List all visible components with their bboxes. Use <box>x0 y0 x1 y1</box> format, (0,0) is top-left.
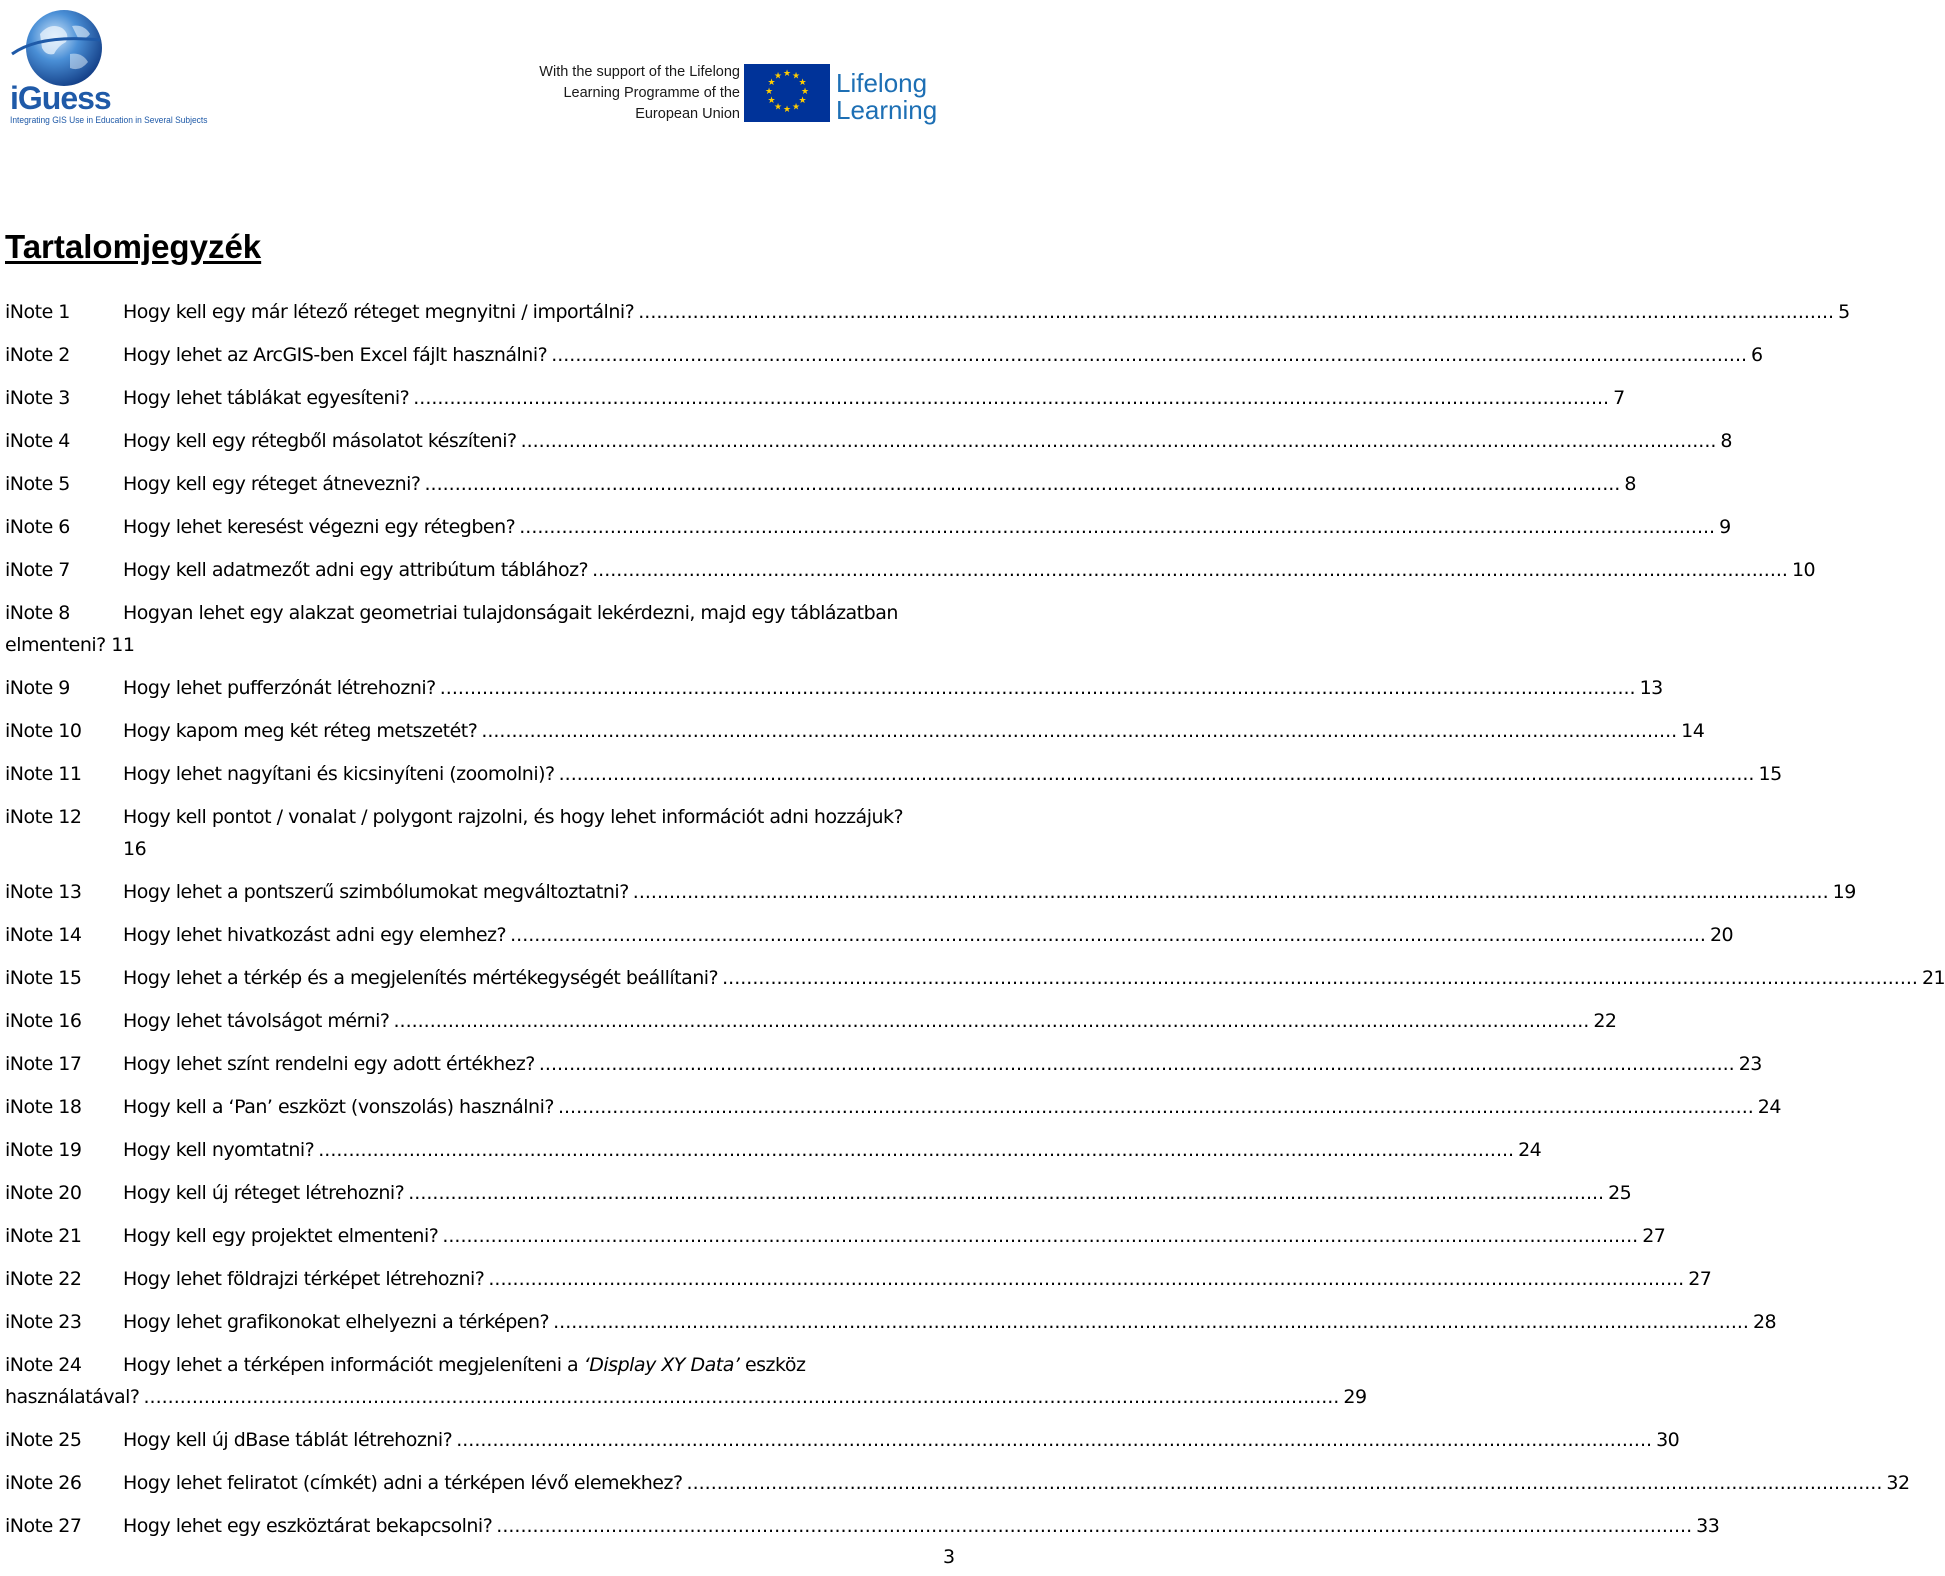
toc-entry-page: 8 <box>1624 473 1636 495</box>
svg-text:★: ★ <box>800 87 810 97</box>
toc-entry-title: Hogy kell pontot / vonalat / polygont rajzolni, és hogy lehet információt adni hozzájuk? <box>123 806 904 828</box>
toc-entry[interactable] <box>5 1467 1910 1510</box>
toc-entry-title: Hogy lehet pufferzónát létrehozni? <box>123 677 436 699</box>
toc-entry-title: Hogy kell egy réteget átnevezni? <box>123 473 421 495</box>
toc-entry-label: iNote 21 <box>5 1225 82 1247</box>
toc-entry[interactable] <box>5 1091 1781 1134</box>
iguess-logo <box>6 4 208 130</box>
lifelong-learning-logo: Lifelong Learning <box>836 68 938 125</box>
dot-leader <box>488 1263 1684 1296</box>
dot-leader <box>144 1381 1340 1414</box>
toc-entry-title: Hogy kell új réteget létrehozni? <box>123 1182 405 1204</box>
dot-leader <box>539 1048 1735 1081</box>
toc-entry-page: 27 <box>1688 1268 1712 1290</box>
toc-entry[interactable] <box>5 425 1732 468</box>
toc-entry[interactable] <box>5 1220 1666 1263</box>
toc-entry-label: iNote 27 <box>5 1515 82 1537</box>
eu-flag-icon <box>744 64 830 122</box>
eu-support-text: With the support of the Lifelong Learning Programme of the European Union <box>539 64 740 122</box>
logo-wordmark: iGuess <box>10 80 111 116</box>
toc-entry-label: iNote 2 <box>5 344 70 366</box>
toc-entry-label: iNote 9 <box>5 677 70 699</box>
toc-entry-label: iNote 12 <box>5 806 82 828</box>
dot-leader <box>510 919 1706 952</box>
toc-entry-label: iNote 5 <box>5 473 70 495</box>
toc-entry-page: 5 <box>1838 301 1850 323</box>
logo-tagline: Integrating GIS Use in Education in Several Subjects <box>10 114 208 125</box>
toc-entry[interactable] <box>5 1005 1617 1048</box>
toc-entry-label: iNote 6 <box>5 516 70 538</box>
toc-entry-page: 25 <box>1608 1182 1632 1204</box>
dot-leader <box>496 1510 1692 1543</box>
toc-entry-title: Hogyan lehet egy alakzat geometriai tulajdonságait lekérdezni, majd egy táblázatban <box>123 602 898 624</box>
table-of-contents <box>5 296 1945 1553</box>
dot-leader <box>638 296 1834 329</box>
toc-entry[interactable] <box>5 296 1850 339</box>
toc-entry[interactable] <box>5 672 1663 715</box>
toc-entry-page: 10 <box>1791 559 1816 581</box>
toc-entry[interactable] <box>5 758 1782 801</box>
toc-entry[interactable] <box>5 1177 1632 1220</box>
dot-leader <box>393 1005 1589 1038</box>
toc-title: Tartalomjegyzék <box>5 228 262 265</box>
toc-entry-title: Hogy lehet az ArcGIS-ben Excel fájlt használni? <box>123 344 548 366</box>
toc-entry-page: 6 <box>1751 344 1763 366</box>
dot-leader <box>408 1177 1604 1210</box>
dot-leader <box>551 339 1747 372</box>
toc-entry[interactable] <box>5 876 1856 919</box>
toc-entry[interactable] <box>5 1134 1542 1177</box>
toc-entry-label: iNote 15 <box>5 967 82 989</box>
toc-entry-title: Hogy lehet grafikonokat elhelyezni a térképen? <box>123 1311 550 1333</box>
toc-entry-title: Hogy kapom meg két réteg metszetét? <box>123 720 478 742</box>
toc-entry-title: Hogy kell nyomtatni? <box>123 1139 315 1161</box>
svg-text:★: ★ <box>764 87 774 97</box>
svg-text:★: ★ <box>791 71 801 82</box>
toc-entry-label: iNote 10 <box>5 720 82 742</box>
toc-entry-title: Hogy lehet hivatkozást adni egy elemhez? <box>123 924 507 946</box>
toc-entry[interactable] <box>5 715 1705 758</box>
toc-entry-title: Hogy lehet földrajzi térképet létrehozni? <box>123 1268 485 1290</box>
dot-leader <box>425 468 1621 501</box>
globe-icon <box>10 4 114 86</box>
toc-entry[interactable] <box>5 1306 1777 1349</box>
dot-leader <box>722 962 1918 995</box>
toc-entry[interactable] <box>5 382 1625 425</box>
svg-text:★: ★ <box>798 96 807 106</box>
dot-leader <box>633 876 1829 909</box>
toc-entry-label: iNote 22 <box>5 1268 82 1290</box>
toc-entry-label: iNote 11 <box>5 763 82 785</box>
dot-leader <box>481 715 1677 748</box>
toc-entry-label: iNote 20 <box>5 1182 82 1204</box>
page-number: 3 <box>943 1546 956 1568</box>
toc-entry-title: Hogy lehet a térképen információt megjeleníteni a ‘Display XY Data’ eszköz <box>123 1354 806 1376</box>
toc-entry-title: Hogy kell egy már létező réteget megnyitni / importálni? <box>123 301 635 323</box>
dot-leader <box>442 1220 1638 1253</box>
dot-leader <box>318 1134 1514 1167</box>
svg-text:★: ★ <box>767 78 776 88</box>
toc-entry-page: 30 <box>1656 1429 1680 1451</box>
toc-entry-title: Hogy lehet a pontszerű szimbólumokat megváltoztatni? <box>123 881 629 903</box>
toc-entry-label: iNote 26 <box>5 1472 82 1494</box>
toc-entry-label: iNote 7 <box>5 559 70 581</box>
toc-entry-label: iNote 23 <box>5 1311 82 1333</box>
toc-entry-label: iNote 25 <box>5 1429 82 1451</box>
dot-leader <box>413 382 1609 415</box>
toc-entry-page: 33 <box>1696 1515 1720 1537</box>
toc-entry[interactable] <box>5 919 1734 962</box>
toc-entry-page: 20 <box>1709 924 1734 946</box>
toc-entry-page: 27 <box>1642 1225 1666 1247</box>
toc-entry[interactable] <box>5 339 1763 382</box>
dot-leader <box>519 511 1715 544</box>
svg-text:★: ★ <box>782 105 792 115</box>
toc-entry-page: 24 <box>1518 1139 1542 1161</box>
toc-entry-page: 7 <box>1613 387 1625 409</box>
toc-entry-label: iNote 3 <box>5 387 70 409</box>
dot-leader <box>456 1424 1652 1457</box>
toc-entry-page: 21 <box>1921 967 1945 989</box>
toc-entry-title: Hogy kell egy rétegből másolatot készíteni? <box>123 430 517 452</box>
svg-text:★: ★ <box>782 69 792 79</box>
dot-leader <box>559 758 1755 791</box>
toc-entry-title: Hogy kell adatmezőt adni egy attribútum táblához? <box>123 559 589 581</box>
toc-entry[interactable] <box>5 597 955 672</box>
toc-entry-page: 32 <box>1886 1472 1910 1494</box>
toc-entry[interactable] <box>5 1048 1762 1091</box>
svg-text:★: ★ <box>798 78 807 88</box>
toc-entry[interactable] <box>5 1263 1712 1306</box>
toc-entry[interactable] <box>5 554 1816 597</box>
toc-entry-page: 8 <box>1720 430 1732 452</box>
toc-entry-label: iNote 1 <box>5 301 70 323</box>
toc-entry-title: Hogy lehet táblákat egyesíteni? <box>123 387 410 409</box>
toc-entry-title: Hogy lehet színt rendelni egy adott értékhez? <box>123 1053 535 1075</box>
toc-entry-page: 29 <box>1343 1386 1367 1408</box>
toc-entry-title: Hogy lehet a térkép és a megjelenítés mértékegységét beállítani? <box>123 967 719 989</box>
toc-entry[interactable] <box>5 962 1945 1005</box>
toc-entry-continuation: 16 <box>123 838 147 860</box>
toc-entry[interactable] <box>5 468 1636 511</box>
toc-entry-title: Hogy lehet nagyítani és kicsinyíteni (zoomolni)? <box>123 763 555 785</box>
toc-entry-label: iNote 8 <box>5 602 70 624</box>
dot-leader <box>440 672 1636 705</box>
toc-entry-label: iNote 17 <box>5 1053 82 1075</box>
toc-entry-title: Hogy kell egy projektet elmenteni? <box>123 1225 439 1247</box>
toc-entry-label: iNote 13 <box>5 881 82 903</box>
svg-text:★: ★ <box>773 71 783 82</box>
toc-entry-page: 14 <box>1681 720 1705 742</box>
toc-entry-page: 15 <box>1758 763 1782 785</box>
toc-entry-continuation: elmenteni? 11 <box>5 634 135 656</box>
toc-entry-label: iNote 4 <box>5 430 70 452</box>
dot-leader <box>687 1467 1883 1500</box>
dot-leader <box>553 1306 1749 1339</box>
svg-text:★: ★ <box>773 102 783 113</box>
toc-entry[interactable] <box>5 1424 1680 1467</box>
toc-entry-page: 28 <box>1752 1311 1777 1333</box>
toc-entry-page: 24 <box>1757 1096 1781 1118</box>
dot-leader <box>558 1091 1754 1124</box>
toc-entry[interactable] <box>5 511 1731 554</box>
svg-text:★: ★ <box>791 102 801 113</box>
toc-entry-page: 19 <box>1832 881 1856 903</box>
toc-entry-page: 22 <box>1593 1010 1617 1032</box>
toc-entry-title: Hogy kell a ‘Pan’ eszközt (vonszolás) használni? <box>123 1096 554 1118</box>
toc-entry-label: iNote 24 <box>5 1354 82 1376</box>
dot-leader <box>592 554 1788 587</box>
toc-entry[interactable] <box>5 801 955 876</box>
toc-entry[interactable] <box>5 1349 1367 1424</box>
svg-text:★: ★ <box>767 96 776 106</box>
toc-entry-title: Hogy lehet keresést végezni egy rétegben? <box>123 516 516 538</box>
toc-entry-title: Hogy lehet egy eszköztárat bekapcsolni? <box>123 1515 493 1537</box>
dot-leader <box>521 425 1717 458</box>
toc-entry-continuation: használatával? <box>5 1386 140 1408</box>
toc-entry-title: Hogy kell új dBase táblát létrehozni? <box>123 1429 453 1451</box>
toc-entry-title: Hogy lehet feliratot (címkét) adni a térképen lévő elemekhez? <box>123 1472 683 1494</box>
toc-entry-label: iNote 16 <box>5 1010 82 1032</box>
toc-entry[interactable] <box>5 1510 1720 1553</box>
toc-entry-page: 9 <box>1719 516 1731 538</box>
toc-entry-title: Hogy lehet távolságot mérni? <box>123 1010 390 1032</box>
toc-entry-label: iNote 18 <box>5 1096 82 1118</box>
toc-entry-page: 23 <box>1738 1053 1762 1075</box>
toc-entry-page: 13 <box>1639 677 1663 699</box>
toc-entry-label: iNote 19 <box>5 1139 82 1161</box>
toc-entry-label: iNote 14 <box>5 924 82 946</box>
